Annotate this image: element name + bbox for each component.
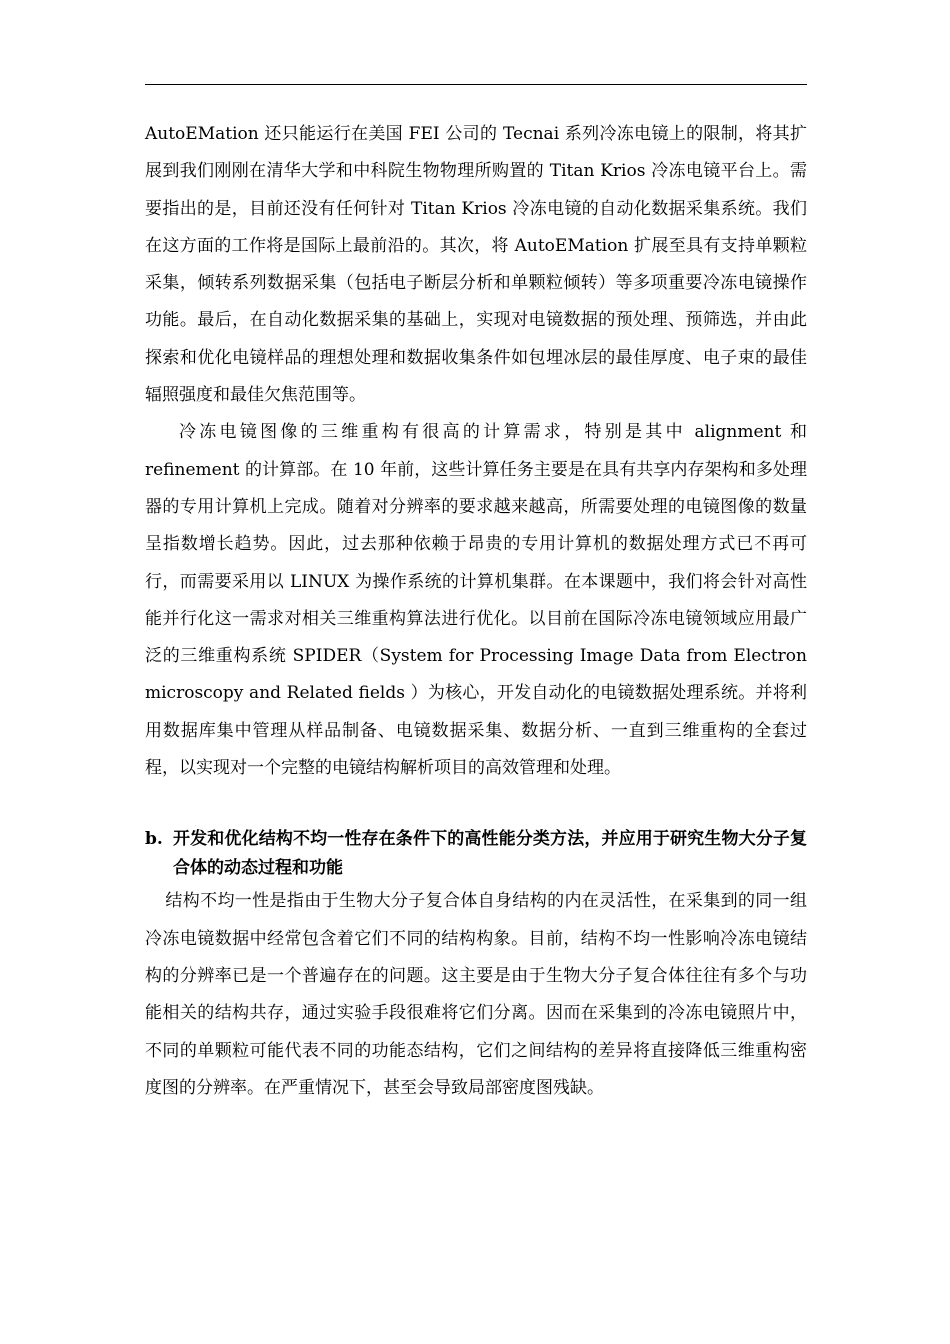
header-rule bbox=[145, 84, 807, 85]
section-heading-b bbox=[145, 825, 807, 883]
paragraph-autoemation: AutoEMation 还只能运行在美国 FEI 公司的 Tecnai 系列冷冻电镜上的限制，将其扩展到我们刚刚在清华大学和中科院生物物理所购置的 Titan Krios 冷冻电镜平台上。需要指出的是，目前还没有任何针对 Titan Krios 冷冻电镜的自动化数据采集系统。我们在这方面的工作将是国际上最前沿的。其次，将 AutoEMation 扩展至具有支持单颗粒采集，倾转系列数据采集（包括电子断层分析和单颗粒倾转）等多项重要冷冻电镜操作功能。最后，在自动化数据采集的基础上，实现对电镜数据的预处理、预筛选，并由此探索和优化电镜样品的理想处理和数据收集条件如包埋冰层的最佳厚度、电子束的最佳辐照强度和最佳欠焦范围等。 bbox=[145, 124, 807, 406]
section-marker: b. bbox=[145, 829, 163, 850]
document-body bbox=[145, 116, 807, 1107]
paragraph-heterogeneity: 结构不均一性是指由于生物大分子复合体自身结构的内在灵活性，在采集到的同一组冷冻电镜数据中经常包含着它们不同的结构构象。目前，结构不均一性影响冷冻电镜结构的分辨率已是一个普遍存在的问题。这主要是由于生物大分子复合体往往有多个与功能相关的结构共存，通过实验手段很难将它们分离。因而在采集到的冷冻电镜照片中，不同的单颗粒可能代表不同的功能态结构，它们之间结构的差异将直接降低三维重构密度图的分辨率。在严重情况下，甚至会导致局部密度图残缺。 bbox=[145, 891, 807, 1098]
paragraph-reconstruction: 冷冻电镜图像的三维重构有很高的计算需求，特别是其中 alignment 和 refinement 的计算部。在 10 年前，这些计算任务主要是在具有共享内存架构和多处理器的专用计算机上完成。随着对分辨率的要求越来越高，所需要处理的电镜图像的数量呈指数增长趋势。因此，过去那种依赖于昂贵的专用计算机的数据处理方式已不再可行，而需要采用以 LINUX 为操作系统的计算机集群。在本课题中，我们将会针对高性能并行化这一需求对相关三维重构算法进行优化。以目前在国际冷冻电镜领域应用最广泛的三维重构系统 SPIDER（System for Processing Image Data from Electron microscopy and Related fields ）为核心，开发自动化的电镜数据处理系统。并将利用数据库集中管理从样品制备、电镜数据采集、数据分析、一直到三维重构的全套过程，以实现对一个完整的电镜结构解析项目的高效管理和处理。 bbox=[145, 422, 807, 779]
section-title: 开发和优化结构不均一性存在条件下的高性能分类方法，并应用于研究生物大分子复合体的动态过程和功能 bbox=[173, 829, 807, 879]
